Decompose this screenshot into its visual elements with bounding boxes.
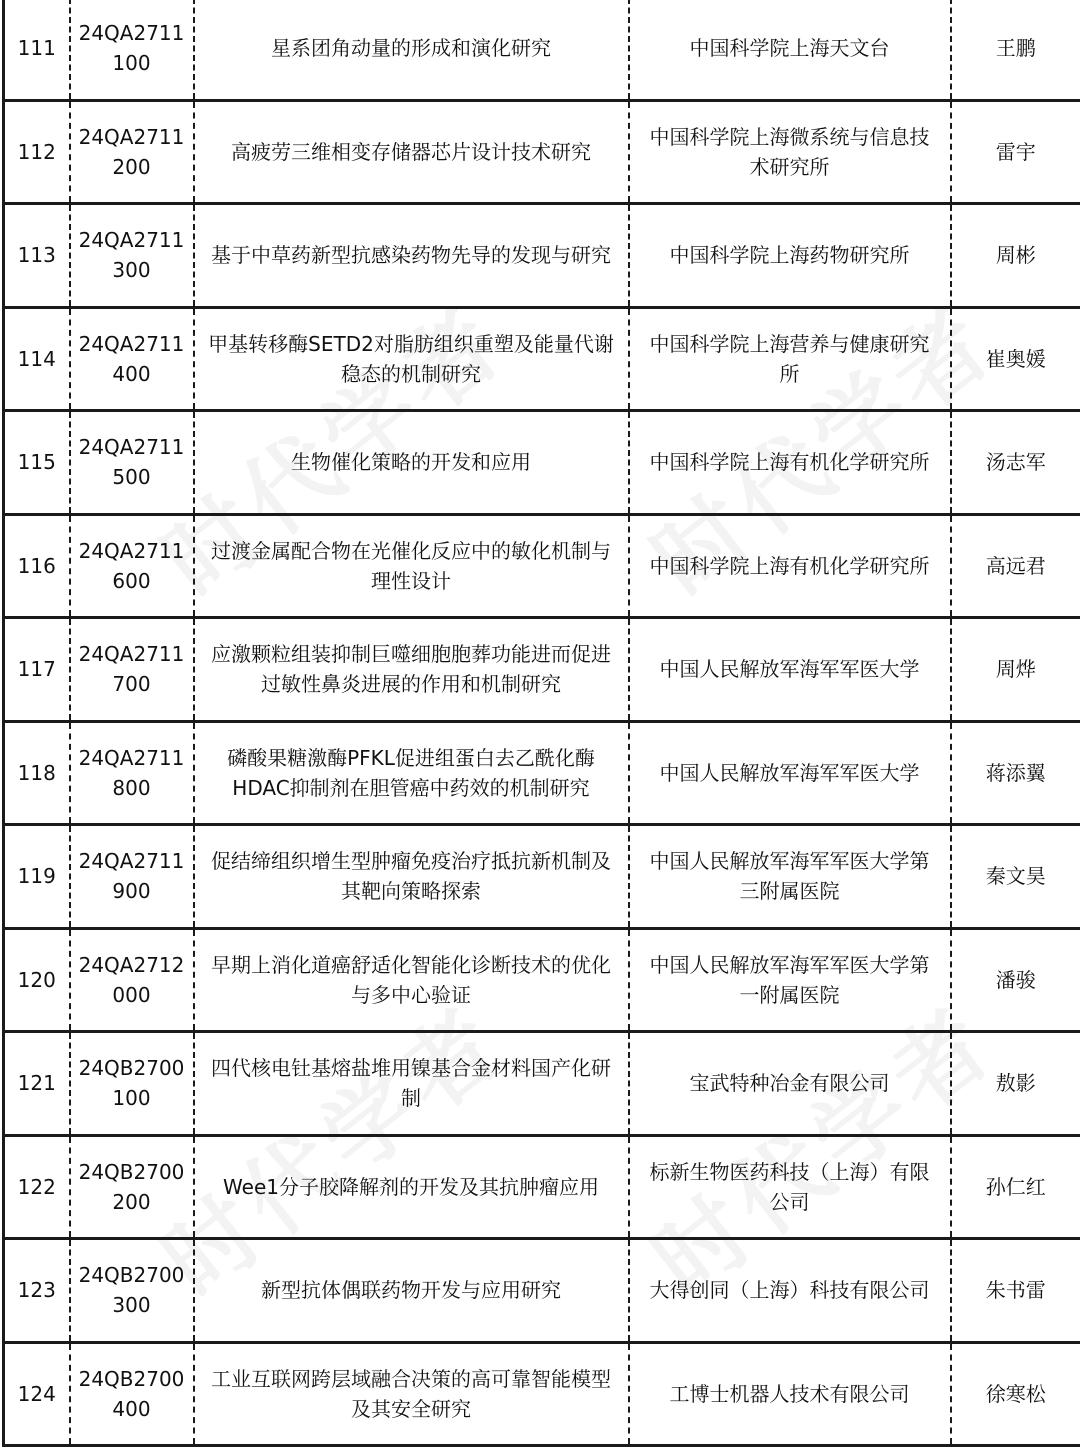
organization: 中国科学院上海微系统与信息技 术研究所 xyxy=(629,100,951,204)
table-row xyxy=(4,1342,1080,1446)
table-row xyxy=(4,411,1080,515)
project-code: 24QA2711 300 xyxy=(70,204,194,308)
organization: 标新生物医药科技（上海）有限 公司 xyxy=(629,1135,951,1239)
table-row xyxy=(4,514,1080,618)
project-title: 早期上消化道癌舒适化智能化诊断技术的优化 与多中心验证 xyxy=(194,928,629,1032)
organization: 工博士机器人技术有限公司 xyxy=(629,1342,951,1446)
organization: 中国人民解放军海军军医大学第 一附属医院 xyxy=(629,928,951,1032)
principal-name: 王鹏 xyxy=(951,0,1080,100)
project-table xyxy=(2,0,1080,1447)
table-row xyxy=(4,825,1080,929)
project-title: 基于中草药新型抗感染药物先导的发现与研究 xyxy=(194,204,629,308)
project-code: 24QA2711 900 xyxy=(70,825,194,929)
table-row xyxy=(4,1239,1080,1343)
organization: 中国人民解放军海军军医大学第 三附属医院 xyxy=(629,825,951,929)
project-code: 24QA2711 600 xyxy=(70,514,194,618)
row-number: 113 xyxy=(4,204,70,308)
row-number: 123 xyxy=(4,1239,70,1343)
project-title: 生物催化策略的开发和应用 xyxy=(194,411,629,515)
row-number: 117 xyxy=(4,618,70,722)
project-title: 甲基转移酶SETD2对脂肪组织重塑及能量代谢 稳态的机制研究 xyxy=(194,307,629,411)
organization: 大得创同（上海）科技有限公司 xyxy=(629,1239,951,1343)
principal-name: 孙仁红 xyxy=(951,1135,1080,1239)
principal-name: 秦文昊 xyxy=(951,825,1080,929)
organization: 中国科学院上海营养与健康研究 所 xyxy=(629,307,951,411)
table-row xyxy=(4,0,1080,100)
project-code: 24QA2712 000 xyxy=(70,928,194,1032)
table-row xyxy=(4,307,1080,411)
principal-name: 崔奥媛 xyxy=(951,307,1080,411)
table-row xyxy=(4,721,1080,825)
project-title: 应激颗粒组装抑制巨噬细胞胞葬功能进而促进 过敏性鼻炎进展的作用和机制研究 xyxy=(194,618,629,722)
row-number: 115 xyxy=(4,411,70,515)
project-code: 24QA2711 100 xyxy=(70,0,194,100)
row-number: 112 xyxy=(4,100,70,204)
project-code: 24QA2711 500 xyxy=(70,411,194,515)
organization: 中国科学院上海天文台 xyxy=(629,0,951,100)
principal-name: 徐寒松 xyxy=(951,1342,1080,1446)
row-number: 121 xyxy=(4,1032,70,1136)
table-row xyxy=(4,928,1080,1032)
table-row xyxy=(4,1135,1080,1239)
organization: 中国人民解放军海军军医大学 xyxy=(629,618,951,722)
project-title: 磷酸果糖激酶PFKL促进组蛋白去乙酰化酶 HDAC抑制剂在胆管癌中药效的机制研究 xyxy=(194,721,629,825)
project-title: 新型抗体偶联药物开发与应用研究 xyxy=(194,1239,629,1343)
project-table-body xyxy=(4,0,1080,1446)
project-title: 星系团角动量的形成和演化研究 xyxy=(194,0,629,100)
principal-name: 高远君 xyxy=(951,514,1080,618)
project-code: 24QB2700 300 xyxy=(70,1239,194,1343)
principal-name: 潘骏 xyxy=(951,928,1080,1032)
principal-name: 朱书雷 xyxy=(951,1239,1080,1343)
project-code: 24QB2700 400 xyxy=(70,1342,194,1446)
row-number: 119 xyxy=(4,825,70,929)
project-code: 24QB2700 100 xyxy=(70,1032,194,1136)
principal-name: 汤志军 xyxy=(951,411,1080,515)
organization: 宝武特种冶金有限公司 xyxy=(629,1032,951,1136)
principal-name: 敖影 xyxy=(951,1032,1080,1136)
project-title: Wee1分子胶降解剂的开发及其抗肿瘤应用 xyxy=(194,1135,629,1239)
project-code: 24QA2711 700 xyxy=(70,618,194,722)
principal-name: 周彬 xyxy=(951,204,1080,308)
row-number: 118 xyxy=(4,721,70,825)
project-title: 过渡金属配合物在光催化反应中的敏化机制与 理性设计 xyxy=(194,514,629,618)
project-title: 四代核电钍基熔盐堆用镍基合金材料国产化研 制 xyxy=(194,1032,629,1136)
project-code: 24QA2711 800 xyxy=(70,721,194,825)
project-code: 24QA2711 200 xyxy=(70,100,194,204)
row-number: 111 xyxy=(4,0,70,100)
organization: 中国科学院上海有机化学研究所 xyxy=(629,514,951,618)
organization: 中国人民解放军海军军医大学 xyxy=(629,721,951,825)
row-number: 124 xyxy=(4,1342,70,1446)
principal-name: 周烨 xyxy=(951,618,1080,722)
project-title: 工业互联网跨层域融合决策的高可靠智能模型 及其安全研究 xyxy=(194,1342,629,1446)
table-row xyxy=(4,618,1080,722)
organization: 中国科学院上海有机化学研究所 xyxy=(629,411,951,515)
project-code: 24QB2700 200 xyxy=(70,1135,194,1239)
row-number: 116 xyxy=(4,514,70,618)
principal-name: 雷宇 xyxy=(951,100,1080,204)
principal-name: 蒋添翼 xyxy=(951,721,1080,825)
project-code: 24QA2711 400 xyxy=(70,307,194,411)
project-title: 促结缔组织增生型肿瘤免疫治疗抵抗新机制及 其靶向策略探索 xyxy=(194,825,629,929)
table-row xyxy=(4,1032,1080,1136)
row-number: 122 xyxy=(4,1135,70,1239)
project-title: 高疲劳三维相变存储器芯片设计技术研究 xyxy=(194,100,629,204)
organization: 中国科学院上海药物研究所 xyxy=(629,204,951,308)
row-number: 114 xyxy=(4,307,70,411)
table-row xyxy=(4,204,1080,308)
row-number: 120 xyxy=(4,928,70,1032)
table-row xyxy=(4,100,1080,204)
